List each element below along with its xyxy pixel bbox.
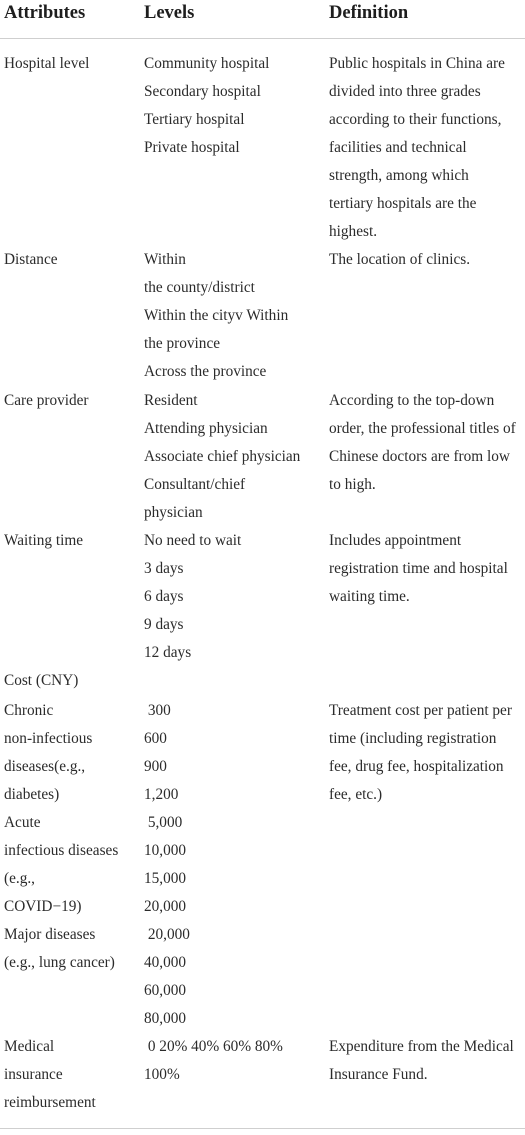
cell-line: Treatment cost per patient per: [329, 702, 512, 719]
cell-line: 60,000: [144, 982, 187, 999]
cell-line: 900: [144, 758, 167, 775]
cell-line: Chinese doctors are from low: [329, 448, 510, 465]
cell-line: 1,200: [144, 786, 179, 803]
cell-line: 0 20% 40% 60% 80%: [144, 1038, 283, 1055]
cell-line: Hospital level: [4, 55, 90, 72]
cell-line: Medical: [4, 1038, 55, 1055]
cell-line: No need to wait: [144, 532, 242, 549]
cell-line: Major diseases: [4, 926, 96, 943]
cell-line: reimbursement: [4, 1094, 96, 1111]
attribute-cell: [4, 921, 115, 977]
definition-cell: [329, 527, 508, 611]
cell-line: 5,000: [144, 814, 183, 831]
cell-line: Acute: [4, 814, 41, 831]
cell-line: Chronic: [4, 702, 54, 719]
cell-line: physician: [144, 504, 203, 521]
cell-line: Consultant/chief: [144, 476, 246, 493]
cell-line: 15,000: [144, 870, 187, 887]
definition-cell: [329, 50, 505, 246]
cell-line: Attending physician: [144, 420, 268, 437]
attribute-cell: [4, 697, 92, 809]
cell-line: order, the professional titles of: [329, 420, 516, 437]
attribute-cell: [4, 809, 118, 921]
cell-line: Waiting time: [4, 532, 84, 549]
cell-line: strength, among which: [329, 167, 469, 184]
cell-line: insurance: [4, 1066, 63, 1083]
cell-line: diseases(e.g.,: [4, 758, 86, 775]
table-header: [0, 0, 525, 40]
cell-line: Cost (CNY): [4, 672, 79, 689]
attribute-cell: [4, 667, 78, 695]
definition-cell: [329, 387, 516, 499]
cell-line: fee, drug fee, hospitalization: [329, 758, 504, 775]
cell-line: registration time and hospital: [329, 560, 508, 577]
cell-line: to high.: [329, 476, 376, 493]
cell-line: non-infectious: [4, 730, 93, 747]
cell-line: diabetes): [4, 786, 60, 803]
cell-line: Community hospital: [144, 55, 270, 72]
cell-line: 20,000: [144, 926, 190, 943]
cell-line: Resident: [144, 392, 198, 409]
cell-line: According to the top-down: [329, 392, 495, 409]
levels-cell: [144, 809, 186, 921]
cell-line: Expenditure from the Medical: [329, 1038, 514, 1055]
header-levels: Levels: [144, 3, 195, 23]
cell-line: time (including registration: [329, 730, 497, 747]
header-attributes: Attributes: [4, 3, 86, 23]
cell-line: divided into three grades: [329, 83, 481, 100]
cell-line: 9 days: [144, 616, 184, 633]
levels-cell: [144, 246, 288, 386]
cell-line: Tertiary hospital: [144, 111, 245, 128]
cell-line: (e.g.,: [4, 870, 36, 887]
definition-cell: [329, 246, 470, 274]
cell-line: Public hospitals in China are: [329, 55, 505, 72]
cell-line: The location of clinics.: [329, 251, 471, 268]
cell-line: infectious diseases: [4, 842, 119, 859]
cell-line: tertiary hospitals are the: [329, 195, 477, 212]
levels-cell: [144, 921, 190, 1033]
cell-line: 3 days: [144, 560, 184, 577]
cell-line: 40,000: [144, 954, 187, 971]
cell-line: 10,000: [144, 842, 187, 859]
cell-line: Secondary hospital: [144, 83, 261, 100]
header-definition: Definition: [329, 3, 409, 23]
cell-line: Within: [144, 251, 186, 268]
cell-line: Includes appointment: [329, 532, 462, 549]
cell-line: 12 days: [144, 644, 192, 661]
header-rule: [0, 38, 525, 39]
cell-line: 80,000: [144, 1010, 187, 1027]
cell-line: (e.g., lung cancer): [4, 954, 115, 971]
attribute-cell: [4, 387, 89, 415]
levels-cell: [144, 527, 241, 667]
attribute-cell: [4, 1033, 96, 1117]
cell-line: the province: [144, 335, 221, 352]
definition-cell: [329, 697, 512, 809]
cell-line: the county/district: [144, 279, 255, 296]
attribute-cell: [4, 527, 83, 555]
cell-line: 6 days: [144, 588, 184, 605]
definition-cell: [329, 1033, 514, 1089]
cell-line: according to their functions,: [329, 111, 502, 128]
levels-cell: [144, 50, 269, 162]
cell-line: Care provider: [4, 392, 89, 409]
cell-line: facilities and technical: [329, 139, 467, 156]
attribute-cell: [4, 246, 58, 274]
cell-line: Associate chief physician: [144, 448, 301, 465]
cell-line: waiting time.: [329, 588, 410, 605]
levels-cell: [144, 1033, 283, 1089]
attribute-cell: [4, 50, 89, 78]
cell-line: 20,000: [144, 898, 187, 915]
cell-line: Insurance Fund.: [329, 1066, 428, 1083]
levels-cell: [144, 387, 300, 527]
cell-line: fee, etc.): [329, 786, 383, 803]
bottom-rule: [0, 1128, 525, 1129]
cell-line: Across the province: [144, 363, 267, 380]
cell-line: COVID−19): [4, 898, 82, 915]
cell-line: Within the cityv Within: [144, 307, 289, 324]
cell-line: 300: [144, 702, 171, 719]
cell-line: Private hospital: [144, 139, 240, 156]
cell-line: Distance: [4, 251, 58, 268]
levels-cell: [144, 697, 178, 809]
cell-line: 600: [144, 730, 167, 747]
cell-line: highest.: [329, 223, 378, 240]
cell-line: 100%: [144, 1066, 180, 1083]
